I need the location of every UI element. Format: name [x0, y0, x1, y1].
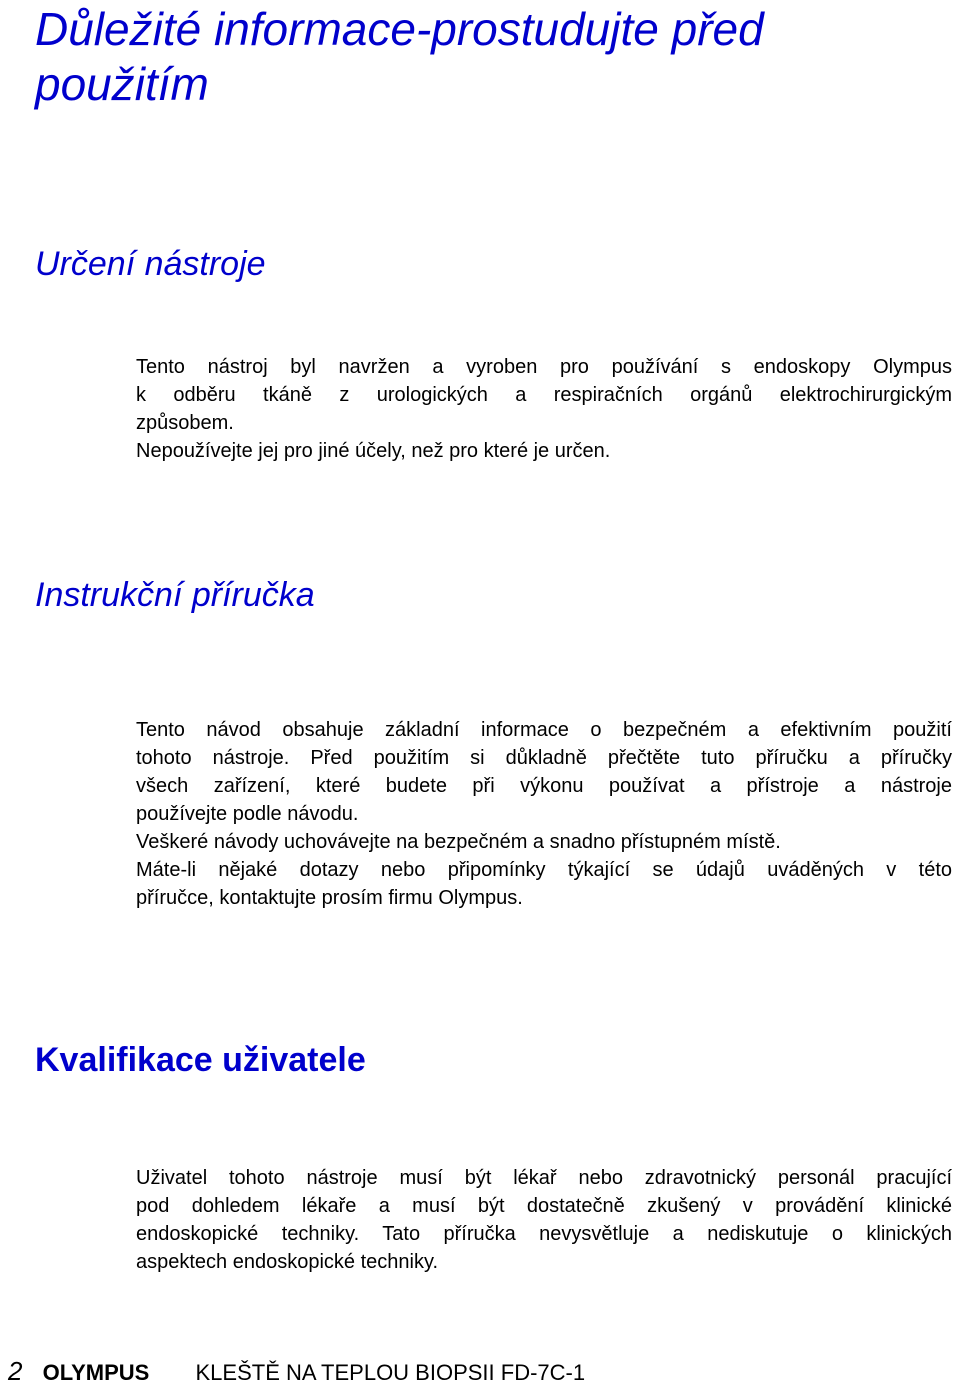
- text-line: Uživatel tohoto nástroje musí být lékař nebo zdravotnický personál pracující: [136, 1167, 952, 1189]
- text-line: Nepoužívejte jej pro jiné účely, než pro které je určen.: [136, 440, 611, 462]
- text-line: všech zařízení, které budete při výkonu používat a přístroje a nástroje: [136, 775, 952, 797]
- text-line: Tento návod obsahuje základní informace o bezpečném a efektivním použití: [136, 719, 952, 741]
- section-heading-instruction-manual: Instrukční příručka: [35, 576, 315, 614]
- text-line: Veškeré návody uchovávejte na bezpečném a snadno přístupném místě.: [136, 831, 781, 853]
- page-title: [35, 2, 935, 112]
- text-line: endoskopické techniky. Tato příručka nevysvětluje a nediskutuje o klinických: [136, 1223, 952, 1245]
- text-line: aspektech endoskopické techniky.: [136, 1251, 439, 1273]
- page-footer: [8, 1356, 948, 1388]
- text-line: způsobem.: [136, 412, 234, 434]
- text-line: pod dohledem lékaře a musí být dostatečně zkušený v provádění klinické: [136, 1195, 952, 1217]
- section-body-intended-use: [136, 353, 952, 465]
- section-body-instruction-manual: [136, 716, 952, 912]
- page-title-line-2: použitím: [35, 58, 209, 110]
- text-line: k odběru tkáně z urologických a respiračních orgánů elektrochirurgickým: [136, 384, 952, 406]
- text-line: používejte podle návodu.: [136, 803, 359, 825]
- page-number: 2: [8, 1356, 23, 1386]
- section-heading-user-qualification: Kvalifikace uživatele: [35, 1041, 366, 1079]
- text-line: tohoto nástroje. Před použitím si důkladně přečtěte tuto příručku a příručky: [136, 747, 952, 769]
- section-heading-intended-use: Určení nástroje: [35, 245, 266, 283]
- text-line: Tento nástroj byl navržen a vyroben pro používání s endoskopy Olympus: [136, 356, 952, 378]
- page-title-line-1: Důležité informace-prostudujte před: [35, 3, 764, 55]
- footer-product-name: KLEŠTĚ NA TEPLOU BIOPSII FD-7C-1: [195, 1360, 586, 1385]
- text-line: příručce, kontaktujte prosím firmu Olympus.: [136, 887, 523, 909]
- text-line: Máte-li nějaké dotazy nebo připomínky týkající se údajů uváděných v této: [136, 859, 952, 881]
- section-body-user-qualification: [136, 1164, 952, 1276]
- footer-brand: OLYMPUS: [42, 1360, 150, 1385]
